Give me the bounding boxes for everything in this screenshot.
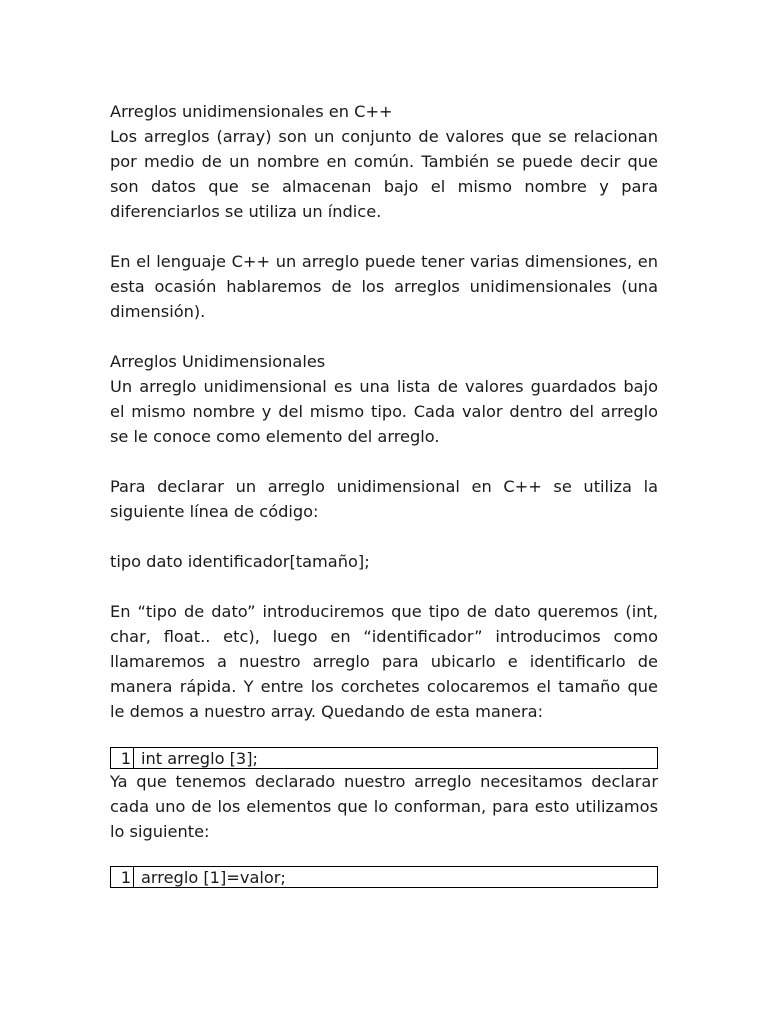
paragraph-unidimensional-definition: Un arreglo unidimensional es una lista de valores guardados bajo el mismo nombre y del mismo tipo. Cada valor dentro del arreglo se le conoce como elemento del arreglo. (110, 377, 658, 446)
section-title-arreglos-cpp: Arreglos unidimensionales en C++ (110, 102, 393, 121)
code-line-number: 1 (111, 748, 134, 768)
paragraph-dimensions: En el lenguaje C++ un arreglo puede tener varias dimensiones, en esta ocasión hablaremos de los arreglos unidimensionales (una dimensión). (110, 252, 658, 321)
paragraph-declaration-intro: Para declarar un arreglo unidimensional en C++ se utiliza la siguiente línea de código: (110, 477, 658, 521)
code-line-number: 1 (111, 867, 134, 887)
paragraph-explanation: En “tipo de dato” introduciremos que tipo de dato queremos (int, char, float.. etc), luego en “identificador” introducimos como llamaremos a nuestro arreglo para ubicarlo e identificarlo de manera rápida. Y entre los corchetes colocaremos el tamaño que le demos a nuestro array. Quedando de esta manera: (110, 602, 658, 721)
syntax-line: tipo dato identificador[tamaño]; (110, 552, 370, 571)
document-page (110, 99, 658, 888)
paragraph-elements: Ya que tenemos declarado nuestro arreglo necesitamos declarar cada uno de los elementos que lo conforman, para esto utilizamos lo siguiente: (110, 772, 658, 841)
code-block-declaration (110, 747, 658, 769)
section-title-unidimensionales: Arreglos Unidimensionales (110, 352, 326, 371)
code-block-assignment (110, 866, 658, 888)
code-line: arreglo [1]=valor; (141, 868, 286, 887)
code-line: int arreglo [3]; (141, 749, 259, 768)
paragraph-arrays-intro: Los arreglos (array) son un conjunto de valores que se relacionan por medio de un nombre en común. También se puede decir que son datos que se almacenan bajo el mismo nombre y para diferenciarlos se utiliza un índice. (110, 127, 658, 221)
